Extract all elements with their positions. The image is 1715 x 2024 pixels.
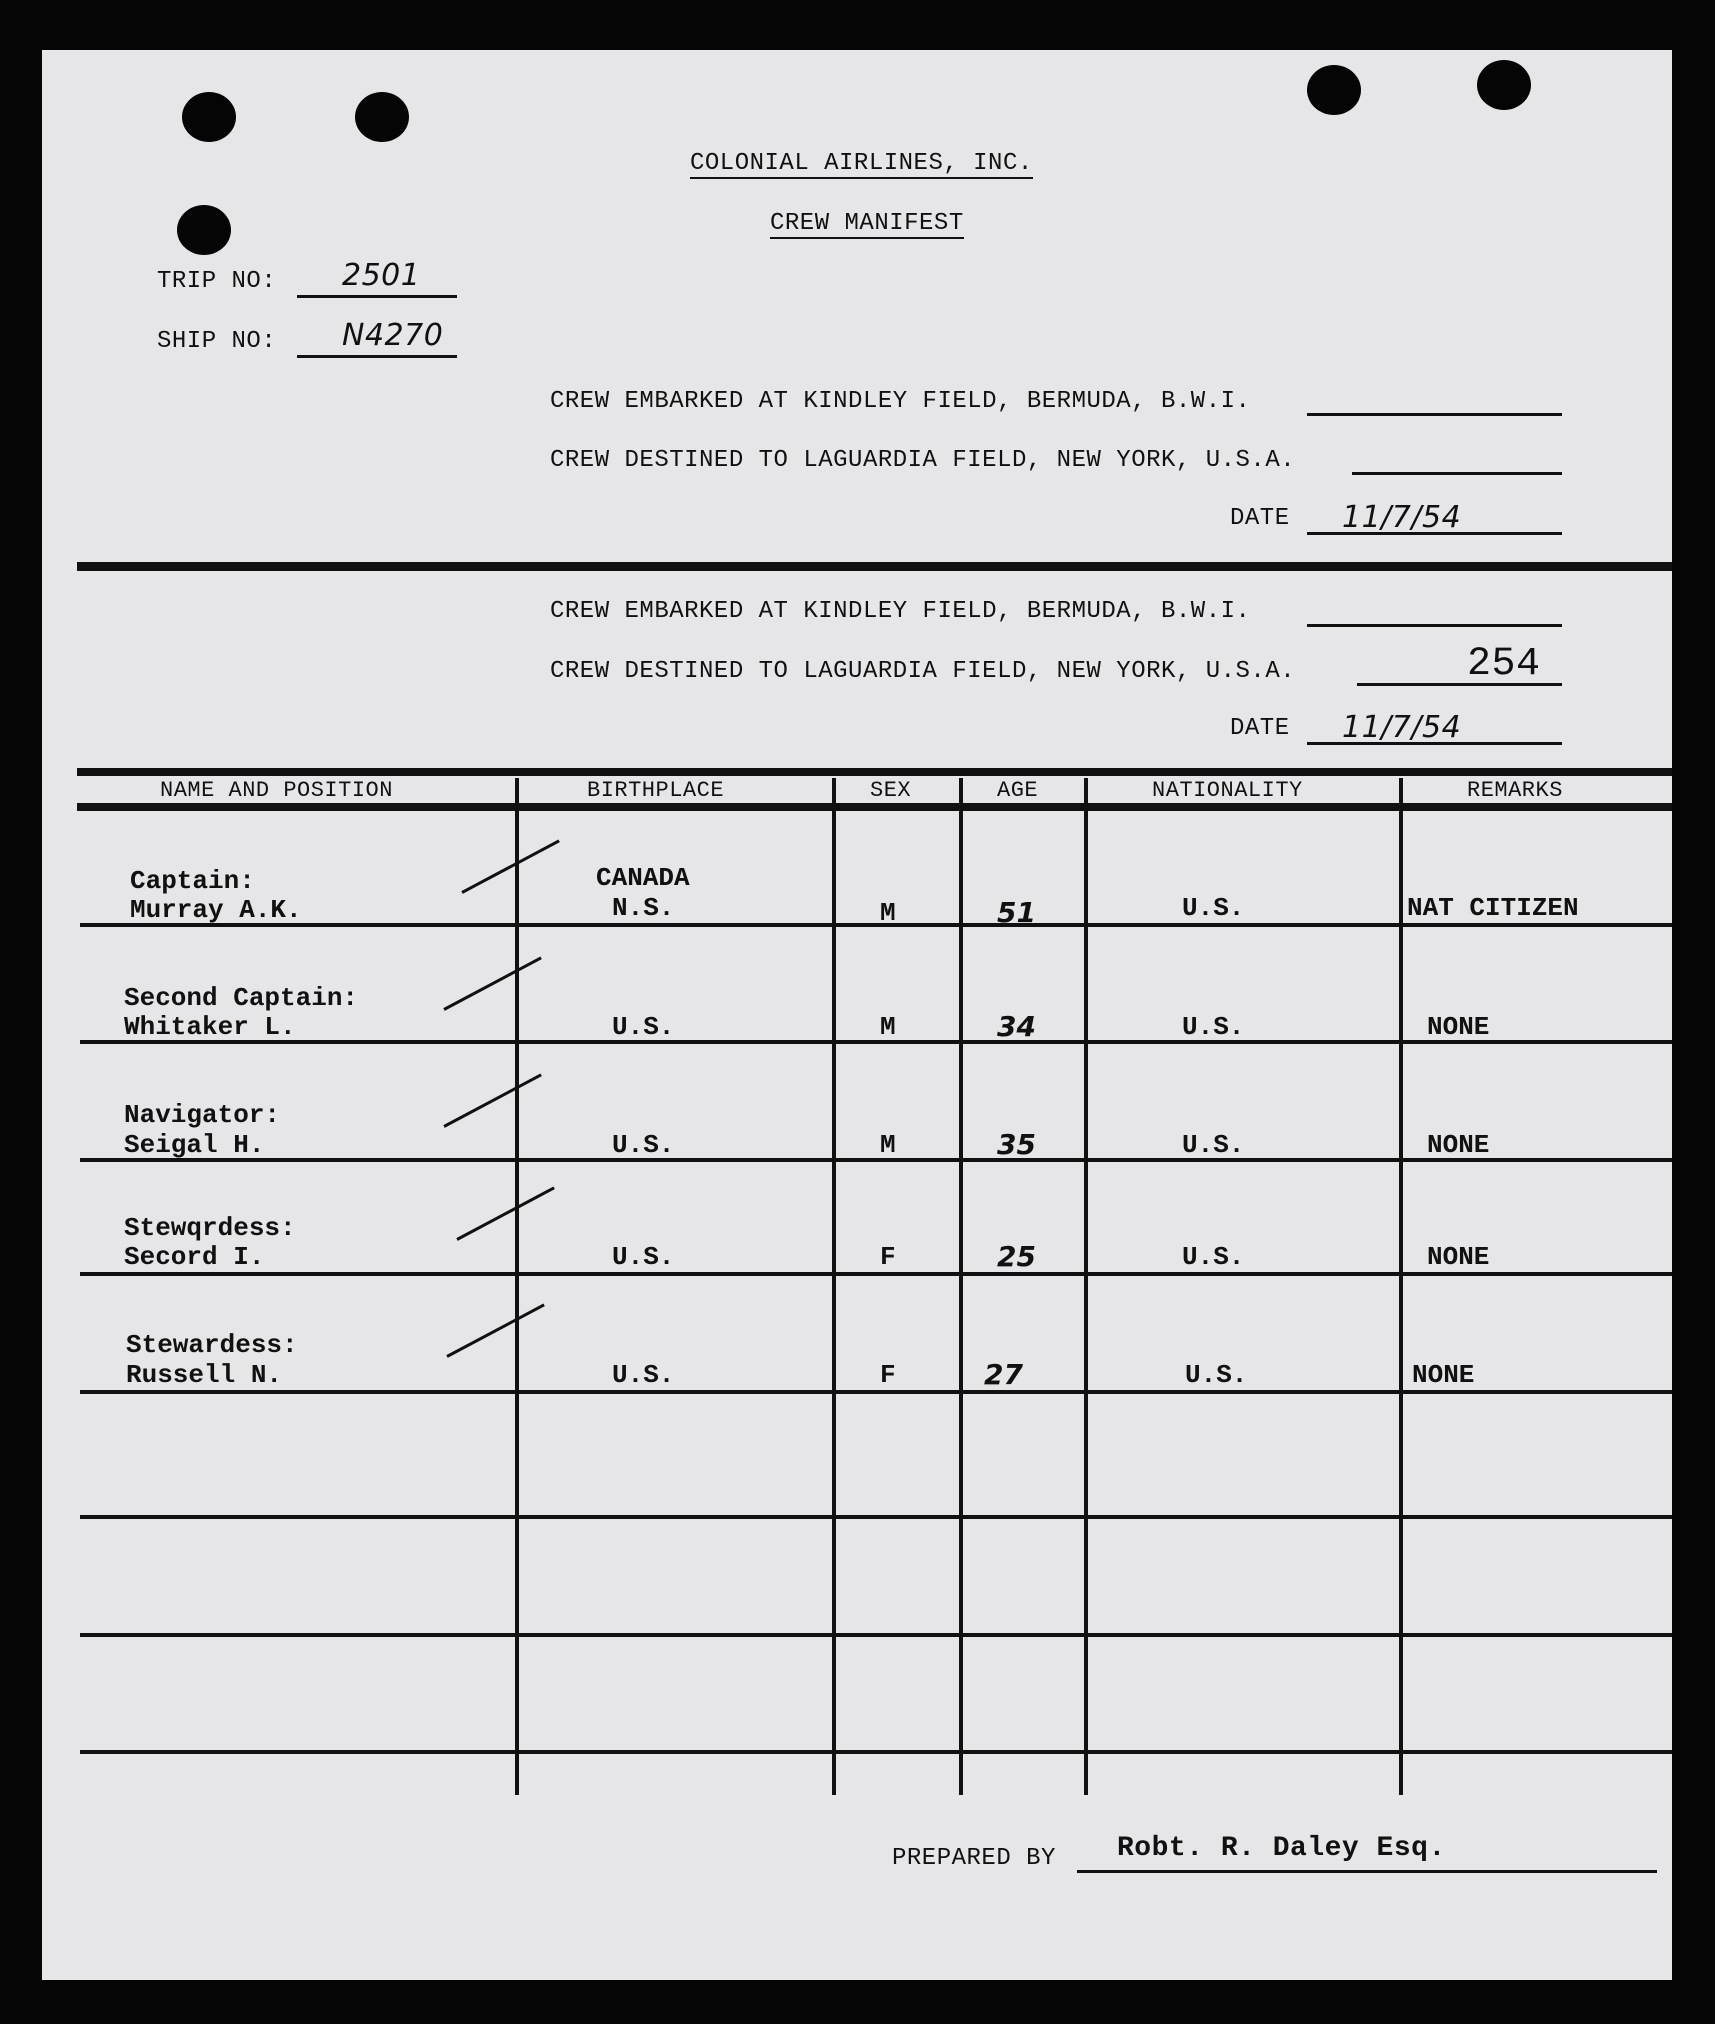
crew-position: Stewqrdess:	[124, 1213, 296, 1243]
crew-name: Murray A.K.	[130, 895, 302, 925]
prepared-by-name: Robt. R. Daley Esq.	[1117, 1833, 1446, 1864]
crew-sex: M	[880, 898, 896, 928]
punch-hole	[177, 205, 231, 255]
crew-age: 27	[984, 1358, 1023, 1391]
crew-nationality: U.S.	[1182, 1242, 1245, 1272]
crew-sex: F	[880, 1360, 896, 1390]
destined-line-1: CREW DESTINED TO LAGUARDIA FIELD, NEW YORK, U.S.A.	[550, 447, 1296, 474]
ship-number: N4270	[342, 318, 444, 353]
row-divider	[80, 1390, 1672, 1394]
trip-field-line	[297, 295, 457, 298]
crew-age: 34	[997, 1010, 1036, 1043]
embarked-line-2: CREW EMBARKED AT KINDLEY FIELD, BERMUDA, B.W.I.	[550, 598, 1251, 625]
check-mark	[446, 1304, 545, 1358]
crew-position: Navigator:	[124, 1100, 281, 1130]
column-header-nationality: NATIONALITY	[1152, 778, 1303, 803]
company-name: COLONIAL AIRLINES, INC.	[690, 150, 1033, 177]
manifest-page	[42, 50, 1672, 1980]
crew-name: Seigal H.	[124, 1130, 265, 1160]
crew-position: Second Captain:	[124, 983, 359, 1013]
check-mark	[443, 1074, 542, 1128]
check-mark	[461, 840, 560, 894]
ship-field-line	[297, 355, 457, 358]
crew-nationality: U.S.	[1182, 1012, 1245, 1042]
column-divider	[1084, 778, 1088, 1795]
punch-hole	[1477, 60, 1531, 110]
form-title: CREW MANIFEST	[770, 210, 964, 237]
crew-remarks: NONE	[1427, 1242, 1490, 1272]
crew-name: Secord I.	[124, 1242, 265, 1272]
crew-birthplace: CANADA	[596, 863, 690, 893]
trip-label: TRIP NO:	[157, 268, 277, 295]
crew-nationality: U.S.	[1182, 1130, 1245, 1160]
crew-age: 35	[997, 1128, 1036, 1161]
row-divider	[80, 1750, 1672, 1754]
column-divider	[959, 778, 963, 1795]
crew-sex: F	[880, 1242, 896, 1272]
crew-remarks: NONE	[1412, 1360, 1475, 1390]
punch-hole	[182, 92, 236, 142]
crew-remarks: NONE	[1427, 1012, 1490, 1042]
crew-name: Whitaker L.	[124, 1012, 296, 1042]
ship-label: SHIP NO:	[157, 328, 277, 355]
crew-age: 51	[997, 896, 1036, 929]
date-value-2: 11/7/54	[1342, 710, 1462, 745]
check-mark	[456, 1187, 555, 1241]
table-top-rule	[77, 768, 1672, 776]
check-mark	[443, 957, 542, 1011]
crew-sex: M	[880, 1130, 896, 1160]
crew-nationality: U.S.	[1185, 1360, 1248, 1390]
section-divider	[77, 562, 1672, 571]
crew-birthplace: U.S.	[612, 1130, 675, 1160]
embarked-line-1: CREW EMBARKED AT KINDLEY FIELD, BERMUDA, B.W.I.	[550, 388, 1251, 415]
embarked-blank-2	[1307, 624, 1562, 627]
table-header-rule	[77, 803, 1672, 811]
crew-age: 25	[997, 1240, 1036, 1273]
trip-number: 2501	[342, 258, 421, 293]
crew-sex: M	[880, 1012, 896, 1042]
crew-position: Captain:	[130, 866, 255, 896]
crew-birthplace: U.S.	[612, 1012, 675, 1042]
row-divider	[80, 1515, 1672, 1519]
row-divider	[80, 923, 1672, 927]
embarked-blank-1	[1307, 413, 1562, 416]
destined-blank-1	[1352, 472, 1562, 475]
prepared-by-label: PREPARED BY	[892, 1845, 1056, 1872]
prepared-by-line	[1077, 1870, 1657, 1873]
crew-remarks: NAT CITIZEN	[1407, 893, 1579, 923]
column-header-birthplace: BIRTHPLACE	[587, 778, 725, 803]
crew-birthplace: N.S.	[612, 893, 675, 923]
column-divider	[1399, 778, 1403, 1795]
crew-birthplace: U.S.	[612, 1242, 675, 1272]
punch-hole	[1307, 65, 1361, 115]
column-header-age: AGE	[997, 778, 1039, 803]
column-divider	[832, 778, 836, 1795]
row-divider	[80, 1633, 1672, 1637]
column-divider	[515, 778, 519, 1795]
date-label-1: DATE	[1230, 505, 1290, 532]
date-value-1: 11/7/54	[1342, 500, 1462, 535]
date-label-2: DATE	[1230, 715, 1290, 742]
crew-remarks: NONE	[1427, 1130, 1490, 1160]
crew-nationality: U.S.	[1182, 893, 1245, 923]
column-header-remarks: REMARKS	[1467, 778, 1563, 803]
destined-value-2: 254	[1467, 642, 1541, 687]
crew-position: Stewardess:	[126, 1330, 298, 1360]
column-header-sex: SEX	[870, 778, 912, 803]
crew-name: Russell N.	[126, 1360, 283, 1390]
crew-birthplace: U.S.	[612, 1360, 675, 1390]
column-header-name: NAME AND POSITION	[160, 778, 393, 803]
destined-line-2: CREW DESTINED TO LAGUARDIA FIELD, NEW YORK, U.S.A.	[550, 658, 1296, 685]
punch-hole	[355, 92, 409, 142]
row-divider	[80, 1272, 1672, 1276]
